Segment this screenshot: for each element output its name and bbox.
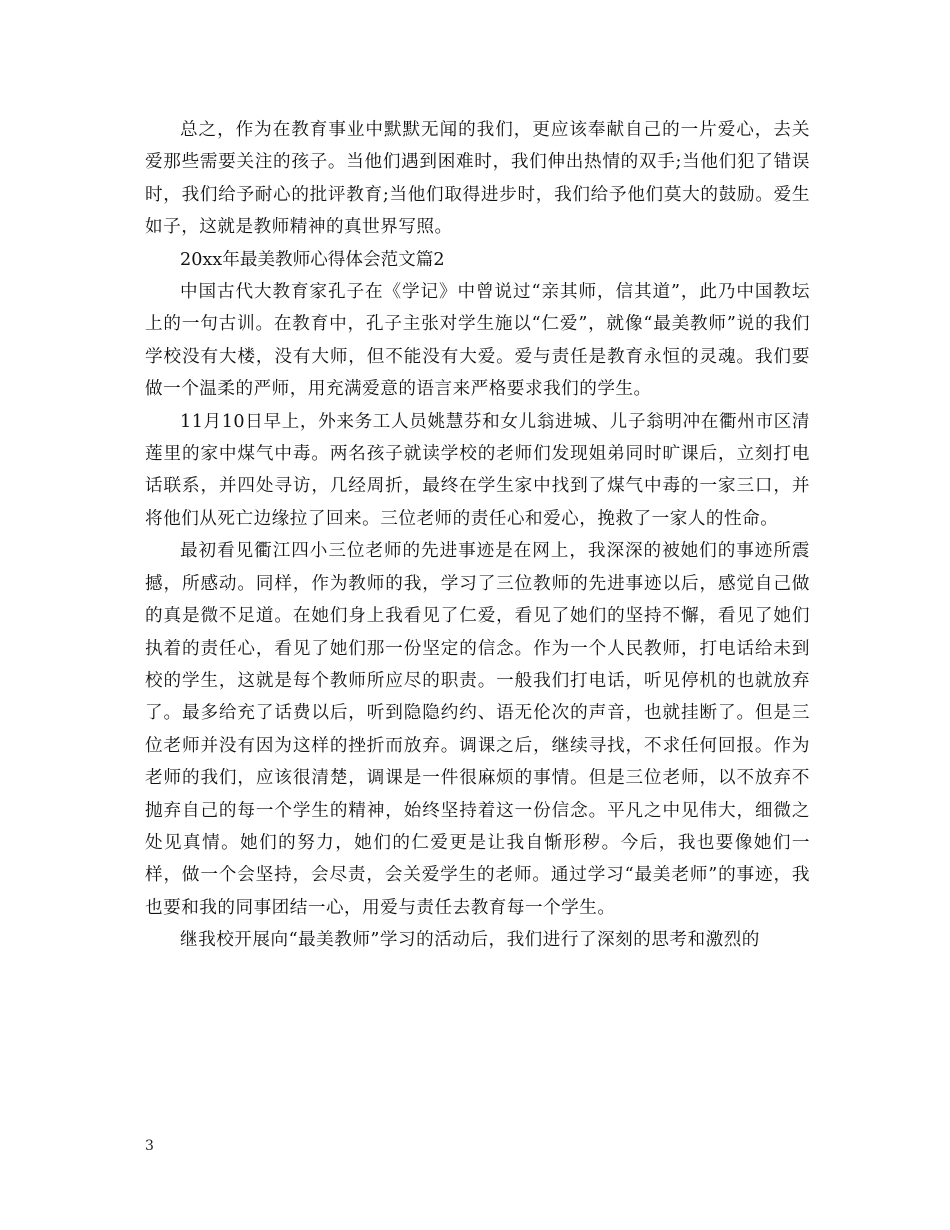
paragraph-continuation: 继我校开展向“最美教师”学习的活动后，我们进行了深刻的思考和激烈的 [180,930,760,951]
paragraph-reflection: 最初看见衢江四小三位老师的先进事迹是在网上，我深深的被她们的事迹所震撼，所感动。同样，作为教师的我，学习了三位教师的先进事迹以后，感觉自己做的真是微不足道。在她们身上我看见了仁爱，看见了她们的坚持不懈，看见了她们执着的责任心，看见了她们那一份坚定的信念。作为一个人民教师，打电话给未到校的学生，这就是每个教师所应尽的职责。一般我们打电话，听见停机的也就放弃了。最多给充了话费以后，听到隐隐约约、语无伦次的声音，也就挂断了。但是三位老师并没有因为这样的挫折而放弃。调课之后，继续寻找，不求任何回报。作为老师的我们，应该很清楚，调课是一件很麻烦的事情。但是三位老师，以不放弃不抛弃自己的每一个学生的精神，始终坚持着这一份信念。平凡之中见伟大，细微之处见真情。她们的努力，她们的仁爱更是让我自惭形秽。今后，我也要像她们一样，做一个会坚持，会尽责，会关爱学生的老师。通过学习“最美老师”的事迹，我也要和我的同事团结一心，用爱与责任去教育每一个学生。 [145,541,810,918]
document-body [145,114,810,957]
page-number: 3 [145,1138,154,1154]
paragraph-summary: 总之，作为在教育事业中默默无闻的我们，更应该奉献自己的一片爱心，去关爱那些需要关注的孩子。当他们遇到困难时，我们伸出热情的双手;当他们犯了错误时，我们给予耐心的批评教育;当他们取得进步时，我们给予他们莫大的鼓励。爱生如子，这就是教师精神的真世界写照。 [145,120,810,238]
paragraph-confucius: 中国古代大教育家孔子在《学记》中曾说过“亲其师，信其道”，此乃中国教坛上的一句古训。在教育中，孔子主张对学生施以“仁爱”，就像“最美教师”说的我们学校没有大楼，没有大师，但不能没有大爱。爱与责任是教育永恒的灵魂。我们要做一个温柔的严师，用充满爱意的语言来严格要求我们的学生。 [145,282,810,400]
paragraph-gas-incident: 11月10日早上，外来务工人员姚慧芬和女儿翁进城、儿子翁明冲在衢州市区清莲里的家中煤气中毒。两名孩子就读学校的老师们发现姐弟同时旷课后，立刻打电话联系，并四处寻访，几经周折，最终在学生家中找到了煤气中毒的一家三口，并将他们从死亡边缘拉了回来。三位老师的责任心和爱心，挽救了一家人的性命。 [145,411,810,529]
section-heading: 20xx年最美教师心得体会范文篇2 [180,249,445,270]
